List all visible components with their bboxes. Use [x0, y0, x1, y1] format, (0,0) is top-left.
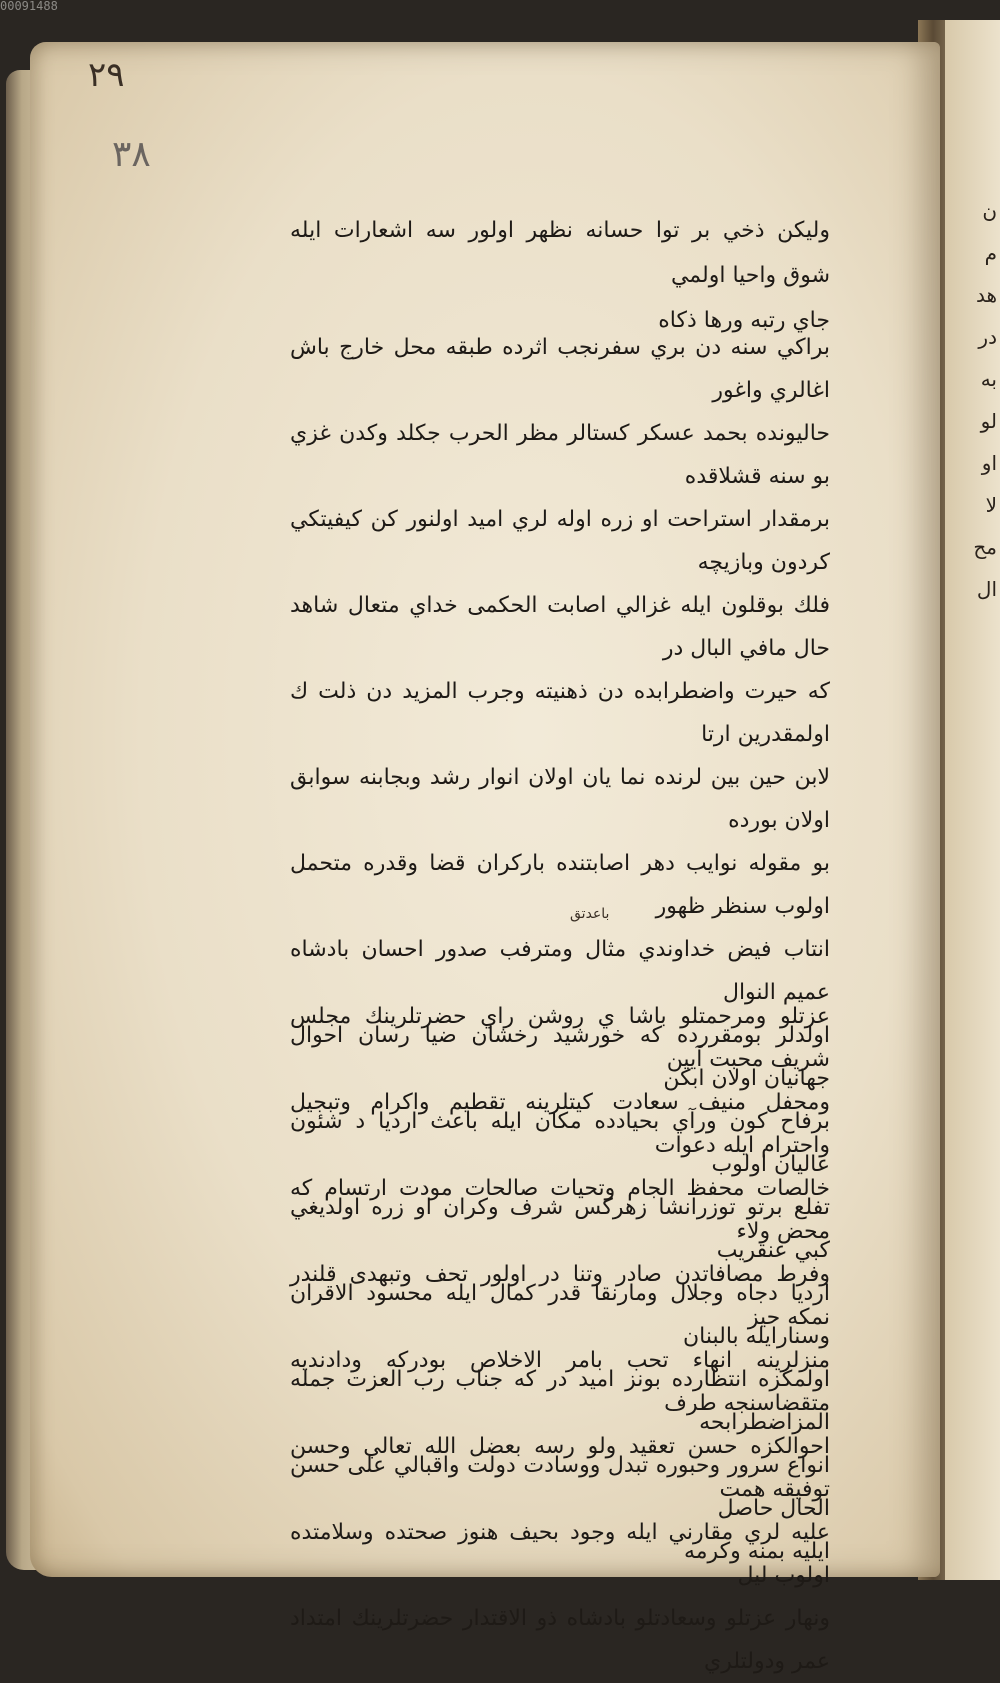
- facing-page-edge: [945, 20, 1000, 1580]
- paragraph-3: عزتلو ومرحمتلو باشا ي روشن راي حضرتلرينك مجلس شريف محبت آيين ومحفل منيف سعادت كيتلرينه تقطيم واكرام وتبجيل واحترام ايله دعوات خالصات محفظ الجام وتحيات صالحات مودت ارتسام كه محض ولاء وفرط مصافاتدن صادر وتنا در اولور تحف وتبهدى قلندر نمكه حيز منزلرينه انهاء تحب بامر الاخلاص بودركه ودادنديه متقضاسنجه طرف احوالكزه حسن تعقيد ولو رسه بعضل الله تعالي وحسن توفيقه همت عليه لري مقارني ايله وجود بحيف هنوز صحتده وسلامتده اولوب ليل ونهار عزتلو وسعادتلو بادشاه ذو الاقتدار حضرتلرينك امتداد عمر ودولتلري: [290, 1004, 830, 1674]
- paragraph-2: براكي سنه دن بري سفرنجب اثرده طبقه محل خارج باش اغالري واغور حاليونده بحمد عسكر كستالر مظر الحرب جكلد وكدن غزي بو سنه قشلاقده برمقدار استراحت او زره اوله لري اميد اولنور كن كيفيتكي كردون وبازيچه فلك بوقلون ايله غزالي اصابت الحكمى خداي متعال شاهد حال مافي البال در كه حيرت واضطرابده دن ذهنيته وجرب المزيد دن ذلت ك اولمقدرين ارتا لابن حين بين لرنده نما يان اولان انوار رشد وبجابنه سوابق اولان بورده بو مقوله نوايب دهر اصابتنده باركران قضا وقدره متحمل اولوب سنظر ظهور انتاب فيض خداوندي مثال ومترفب صدور احسان بادشاه عميم النوال اولدلر بومقررده كه خورشيد رخشان ضيا رسان احوال جهانيان اولان ابكن برفاح كون ورآي بحيادده مكان ايله باعث ارديا د شئون عاليان اولوب تفلع برتو توزرانشا زهركس شرف وكران او زره اولديغي كبي عنقريب ارديا دجاه وجلال ومارنقا قدر كمال ايله محسود الاقران وسنارايله بالبنان اولمكزه انتظارده بونز اميد در كه جناب رب العزت جمله المزاضطرابحه انواع سرور وحبوره تبدل ووسادت دولت واقبالي على حسن الحال حاصل ايليه بمنه وكرمه: [290, 335, 830, 1564]
- facing-page-text: ن م هد در به لو او لا مح ال: [973, 199, 997, 601]
- folio-number: ٢٩: [88, 55, 125, 95]
- paragraph-1: وليكن ذخي بر توا حسانه نظهر اولور سه اشعارات ايله شوق واحيا اولمي جاي رتبه ورها ذكاه: [290, 218, 830, 333]
- scan-label: 00091488: [0, 0, 58, 13]
- pencil-folio-number: ٣٨: [112, 134, 151, 175]
- interlinear-note: باعدتق: [570, 906, 610, 922]
